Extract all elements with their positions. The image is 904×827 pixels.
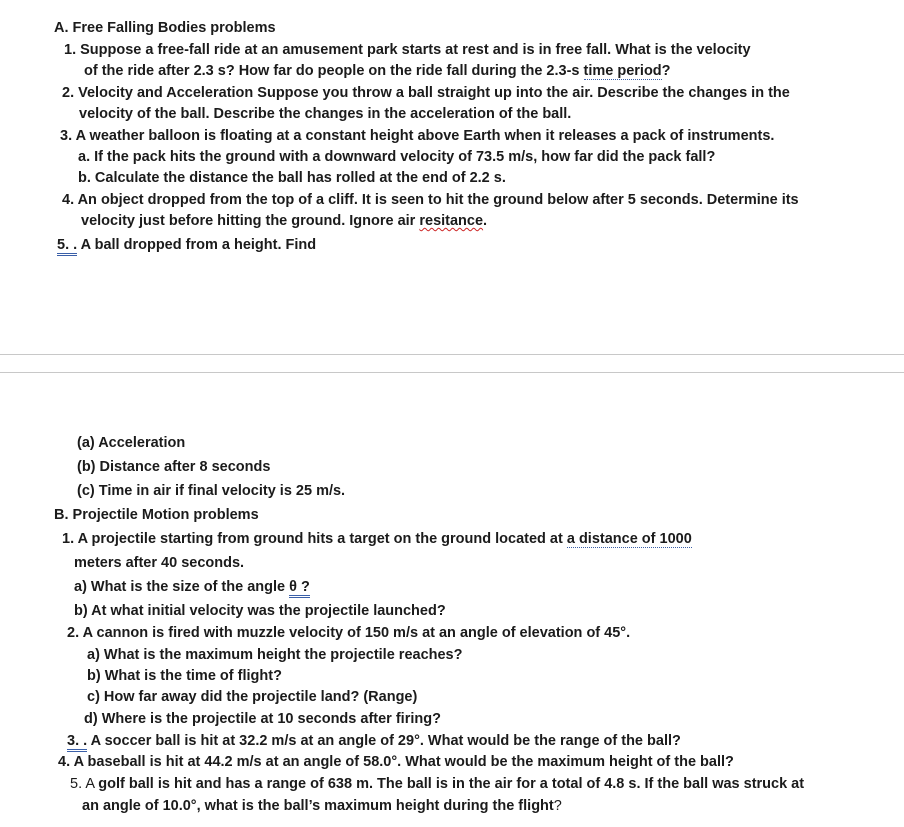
spell-error-resitance[interactable]: resitance	[419, 213, 484, 229]
projectile-4-line: 4. A baseball is hit at 44.2 m/s at an angle of 58.0°. What would be the maximum height of the ball?	[58, 754, 734, 770]
projectile-1-part-a-text: a) What is the size of the angle	[74, 579, 290, 595]
projectile-2-part-d: d) Where is the projectile at 10 seconds after firing?	[84, 711, 441, 727]
section-b-title: B. Projectile Motion problems	[54, 507, 259, 523]
question-1-line-2	[84, 62, 671, 80]
question-2-line-2: velocity of the ball. Describe the changes in the acceleration of the ball.	[79, 106, 572, 122]
question-1-end: ?	[661, 63, 671, 79]
projectile-3-number[interactable]: 3. .	[67, 733, 87, 752]
page-break-bottom	[0, 372, 904, 373]
projectile-1-line-2: meters after 40 seconds.	[74, 555, 245, 571]
question-5-part-a: (a) Acceleration	[77, 435, 186, 451]
projectile-1-part-a	[74, 578, 310, 596]
question-5-part-b: (b) Distance after 8 seconds	[77, 459, 271, 475]
spell-marked-time-period[interactable]: time period	[583, 63, 662, 79]
projectile-5-text-2: an angle of 10.0°, what is the ball’s maximum height during the flight	[82, 798, 554, 814]
projectile-2-part-a: a) What is the maximum height the projectile reaches?	[87, 647, 463, 663]
question-4-line-2	[81, 212, 487, 230]
question-3-part-a: a. If the pack hits the ground with a downward velocity of 73.5 m/s, how far did the pack fall?	[78, 149, 716, 165]
question-4-line-1: 4. An object dropped from the top of a cliff. It is seen to hit the ground below after 5 seconds. Determine its	[62, 192, 799, 208]
question-3-line-1: 3. A weather balloon is floating at a constant height above Earth when it releases a pack of instruments.	[60, 128, 775, 144]
section-a-title: A. Free Falling Bodies problems	[54, 20, 276, 36]
projectile-2-part-c: c) How far away did the projectile land? (Range)	[87, 689, 418, 705]
projectile-3-line	[67, 732, 681, 750]
question-5-line	[57, 236, 316, 254]
projectile-5-text: golf ball is hit and has a range of 638 m. The ball is in the air for a total of 4.8 s. If the ball was struck at	[98, 776, 805, 792]
projectile-5-prefix: 5. A	[70, 776, 99, 792]
question-1-line-1: 1. Suppose a free-fall ride at an amusement park starts at rest and is in free fall. What is the velocity	[64, 42, 751, 58]
projectile-1-text: 1. A projectile starting from ground hits a target on the ground located at	[62, 531, 567, 547]
spell-marked-distance[interactable]: a distance of 1000	[566, 531, 692, 547]
projectile-2-part-b: b) What is the time of flight?	[87, 668, 282, 684]
theta-symbol[interactable]: θ ?	[289, 579, 310, 598]
projectile-5-end: ?	[553, 798, 562, 814]
question-1-text: of the ride after 2.3 s? How far do people on the ride fall during the 2.3-s	[84, 63, 584, 79]
question-5-text: A ball dropped from a height. Find	[77, 237, 317, 253]
question-2-line-1: 2. Velocity and Acceleration Suppose you throw a ball straight up into the air. Describe the changes in the	[62, 85, 790, 101]
projectile-1-line-1	[62, 530, 692, 548]
question-4-text: velocity just before hitting the ground. Ignore air	[81, 213, 420, 229]
projectile-2-line-1: 2. A cannon is fired with muzzle velocity of 150 m/s at an angle of elevation of 45°.	[67, 625, 631, 641]
question-3-part-b: b. Calculate the distance the ball has rolled at the end of 2.2 s.	[78, 170, 506, 186]
projectile-1-part-b: b) At what initial velocity was the projectile launched?	[74, 603, 446, 619]
question-5-number[interactable]: 5. .	[57, 237, 77, 256]
page-break-top	[0, 354, 904, 355]
projectile-5-line-2	[82, 797, 562, 815]
question-4-end: .	[483, 213, 488, 229]
projectile-3-text: A soccer ball is hit at 32.2 m/s at an angle of 29°. What would be the range of the ball?	[87, 733, 681, 749]
question-5-part-c: (c) Time in air if final velocity is 25 m/s.	[77, 483, 346, 499]
projectile-5-line-1	[70, 775, 804, 793]
